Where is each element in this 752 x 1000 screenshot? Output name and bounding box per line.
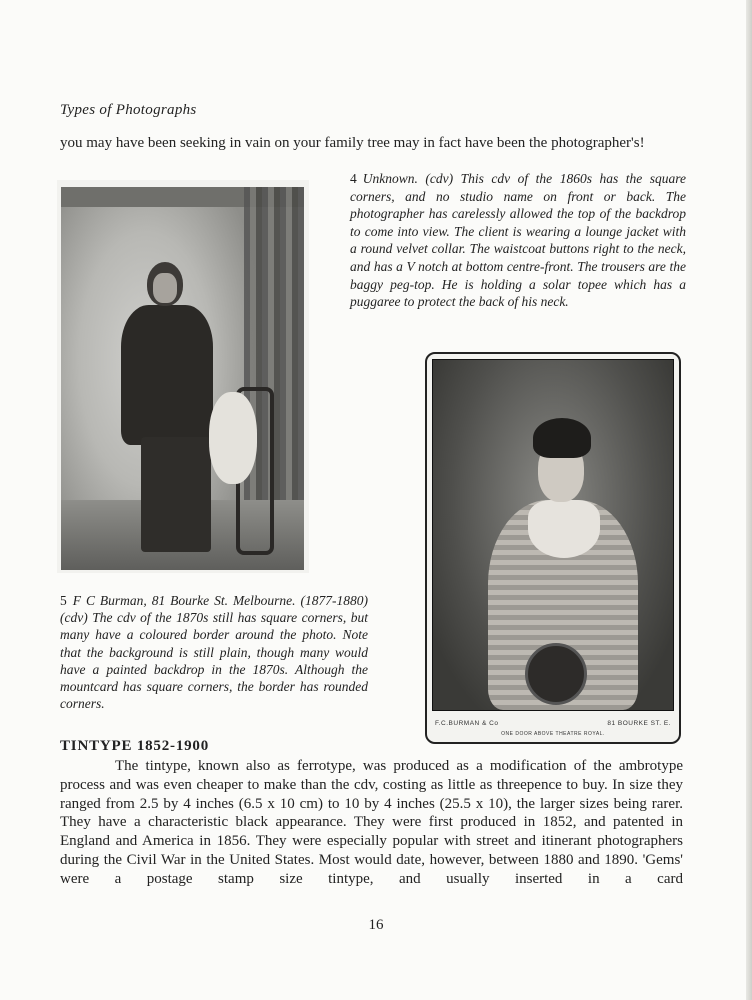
- page-edge: [746, 0, 752, 1000]
- woman-collar: [528, 500, 600, 558]
- running-header: Types of Photographs: [60, 102, 197, 118]
- caption-4-text: Unknown. (cdv) This cdv of the 1860s has the square corners, and no studio name on front or back. The photographer has carelessly allowed the top of the backdrop to come into view. The client is wearing a lounge jacket with a round velvet collar. The waistcoat buttons right to the neck, and has a V notch at bottom centre-front. The trousers are the baggy peg-top. He is holding a solar topee which has a puggaree to protect the back of his neck.: [350, 171, 686, 310]
- caption-5: [60, 592, 368, 712]
- man-face: [153, 273, 177, 303]
- intro-paragraph: you may have been seeking in vain on your family tree may in fact have been the photographer's!: [60, 135, 645, 151]
- photo-5-burman-woman: [425, 352, 681, 744]
- section-heading-tintype: TINTYPE 1852-1900: [60, 738, 210, 754]
- tintype-paragraph: The tintype, known also as ferrotype, was produced as a modification of the ambrotype process and was even cheaper to make than the cdv, costing as little as threepence to buy. In size they ranged from 2.5 by 4 inches (6.5 x 10 cm) to 10 by 4 inches (25.5 x 10), the larger sizes being rarer. They have a characteristic black appearance. They were first produced in 1852, and patented in England and America in 1856. They were especially popular with street and itinerant photographers during the Civil War in the United States. Most would date, however, between 1880 and 1890. 'Gems' were a postage stamp size tintype, and usually inserted in a card: [60, 758, 683, 887]
- caption-5-number: 5: [60, 593, 67, 608]
- photo-4-unknown-man: [57, 180, 309, 573]
- chair-back: [525, 643, 587, 705]
- man-body: [121, 305, 213, 445]
- caption-5-text: F C Burman, 81 Bourke St. Melbourne. (1877-1880) (cdv) The cdv of the 1870s still has square corners, but many have a coloured border around the photo. Note that the background is still plain, though many would have a painted backdrop in the 1870s. Although the mountcard has square corners, the border has rounded corners.: [60, 593, 368, 712]
- woman-hair: [533, 418, 591, 458]
- solar-topee-hat: [209, 392, 257, 484]
- photo-4-image: [61, 187, 304, 570]
- mount-studio-name: F.C.BURMAN & Co: [435, 720, 499, 727]
- man-legs: [141, 437, 211, 552]
- mount-subline: ONE DOOR ABOVE THEATRE ROYAL.: [501, 731, 605, 737]
- photo-5-image: [432, 359, 674, 711]
- caption-4-number: 4: [350, 171, 357, 186]
- mount-address: 81 BOURKE ST. E.: [607, 720, 671, 727]
- page-number: 16: [368, 917, 384, 933]
- caption-4: [350, 170, 686, 311]
